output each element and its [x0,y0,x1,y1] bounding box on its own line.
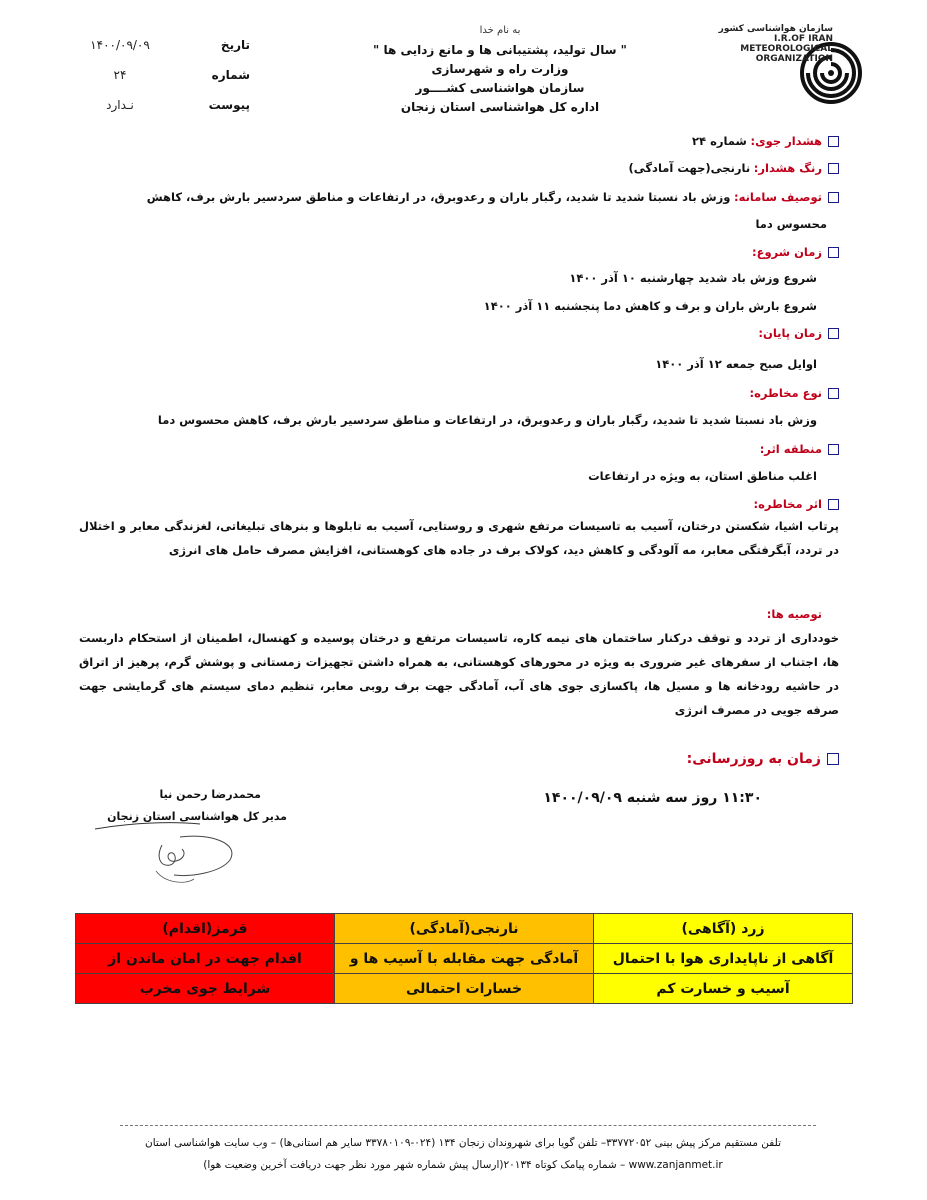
yellow-level-title: زرد (آگاهی) [594,914,853,944]
update-time-item [687,750,839,768]
start-label: زمان شروع: [752,245,822,259]
advice-text: خودداری از تردد و توقف درکنار ساختمان های نیمه کاره، تاسیسات مرتفع و درختان پوسیده و کهنسال، اطمینان از استحکام داربست ها، اجتناب از سفرهای غیر ضروری به ویژه در محورهای کوهستانی، به همراه داشتن تجهیزات زمستانی و پوشش گرم، پرهیز از اتراق در حاشیه رودخانه ها و مسیل ها، پاکسازی جوی های آب، آمادگی جهت برف روبی معابر، تنظیم دمای سیستم های گرمایشی جهت صرفه جویی در مصرف انرژی [79,631,839,717]
logo-en-line3: ORGANIZATION [755,54,833,64]
advice-label: توصیه ها: [766,607,822,621]
checkbox-bullet-icon [827,753,839,765]
logo-en-line1: I.R.OF IRAN [774,34,833,44]
advice-item [767,606,822,622]
red-level-line2: شرایط جوی مخرب [76,974,335,1004]
hazard-text: وزش باد نسبتا شدید تا شدید، رگبار باران و رعدوبرق، در ارتفاعات و مناطق سردسیر بارش برف، کاهش محسوس دما [157,413,817,427]
checkbox-bullet-icon [828,192,839,203]
end-label: زمان پایان: [758,326,822,340]
start-line-1: شروع وزش باد شدید چهارشنبه ۱۰ آذر ۱۴۰۰ [569,271,817,285]
yellow-level-line2: آسیب و خسارت کم [594,974,853,1004]
effect-label: اثر مخاطره: [753,497,822,511]
attachment-label: پیوست [208,98,250,112]
hazard-label: نوع مخاطره: [749,386,822,400]
red-level-line1: اقدام جهت در امان ماندن از [76,944,335,974]
yellow-level-line1: آگاهی از ناپایداری هوا با احتمال [594,944,853,974]
update-text: ۱۱:۳۰ روز سه شنبه ۱۴۰۰/۰۹/۰۹ [543,790,762,806]
signer-title: مدیر کل هواشناسی استان زنجان [107,810,287,823]
warning-color-item [628,160,839,176]
letter-heading [300,24,700,117]
number-value: ۲۴ [113,68,127,82]
effect-text: پرتاب اشیا، شکستن درختان، آسیب به تاسیسات مرتفع شهری و روستایی، آسیب به تابلوها و بنرهای تبلیغاتی، لغزندگی معابر و اختلال در تردد، آبگرفتگی معابر، مه آلودگی و کاهش دید، کولاک برف در جاده های کوهستانی، افزایش مصرف حامل های انرژی [79,519,839,557]
system-text-continued: محسوس دما [755,217,827,231]
checkbox-bullet-icon [828,136,839,147]
checkbox-bullet-icon [828,444,839,455]
year-slogan: " سال تولید، پشتیبانی ها و مانع زدایی ها " [373,43,627,57]
warning-levels-table [75,913,853,1004]
date-label: تاریخ [220,38,250,52]
region-label: منطقه اثر: [759,442,822,456]
bismillah: به نام خدا [479,25,521,36]
ministry-name: وزارت راه و شهرسازی [431,62,569,76]
checkbox-bullet-icon [828,328,839,339]
checkbox-bullet-icon [828,388,839,399]
footer-line-2: www.zanjanmet.ir – شماره پیامک کوتاه ۲۰۱۳۴(ارسال پیش شماره شهر مورد نظر جهت دریافت آخرین وضعیت هوا) [203,1159,723,1171]
checkbox-bullet-icon [828,499,839,510]
color-label: رنگ هشدار: [753,161,822,175]
logo-caption [708,24,833,64]
system-text: وزش باد نسبتا شدید تا شدید، رگبار باران و رعدوبرق، در ارتفاعات و مناطق سردسیر بارش برف، کاهش [146,190,731,204]
system-label: توصیف سامانه: [734,190,822,204]
signer-name: محمدرضا رحمن نیا [159,788,261,801]
warning-text: شماره ۲۴ [692,134,747,148]
attachment-value: نـدارد [106,98,134,112]
logo-en-line2: METEOROLOGICAL [740,44,833,54]
region-item [760,441,839,457]
effect-item [753,496,839,512]
region-text: اغلب مناطق استان، به ویژه در ارتفاعات [588,469,817,483]
start-line-2: شروع بارش باران و برف و کاهش دما پنجشنبه ۱۱ آذر ۱۴۰۰ [483,299,817,313]
red-level-title: قرمز(اقدام) [76,914,335,944]
system-description-item [147,189,839,205]
date-value: ۱۴۰۰/۰۹/۰۹ [90,38,150,52]
checkbox-bullet-icon [828,247,839,258]
warning-label: هشدار جوی: [750,134,822,148]
orange-level-title: نارنجی(آمادگی) [335,914,594,944]
number-label: شماره [211,68,250,82]
orange-level-line1: آمادگی جهت مقابله با آسیب ها و [335,944,594,974]
footer-line-1: تلفن مستقیم مرکز پیش بینی ۳۳۷۷۲۰۵۲– تلفن گویا برای شهروندان زنجان ۱۳۴ (۰۲۴-۳۳۷۸۰۱۰۹ سایر هم استانی‌ها) – وب سایت هواشناسی استان [144,1137,782,1149]
warning-number-item [692,133,839,149]
end-text: اوایل صبح جمعه ۱۲ آذر ۱۴۰۰ [655,357,817,371]
color-text: نارنجی(جهت آمادگی) [628,161,751,175]
logo-fa-text: سازمان هواشناسی کشور [718,24,833,34]
orange-level-line2: خسارات احتمالی [335,974,594,1004]
hazard-type-item [750,385,840,401]
end-time-item [758,325,839,341]
start-time-item [752,244,839,260]
update-label: زمان به روزرسانی: [686,751,821,767]
handwritten-signature [90,815,250,894]
department-name: اداره کل هواشناسی استان زنجان [400,100,600,114]
organization-name: سازمان هواشناسی کشــــور [415,81,585,95]
checkbox-bullet-icon [828,163,839,174]
footer-divider [120,1125,816,1126]
